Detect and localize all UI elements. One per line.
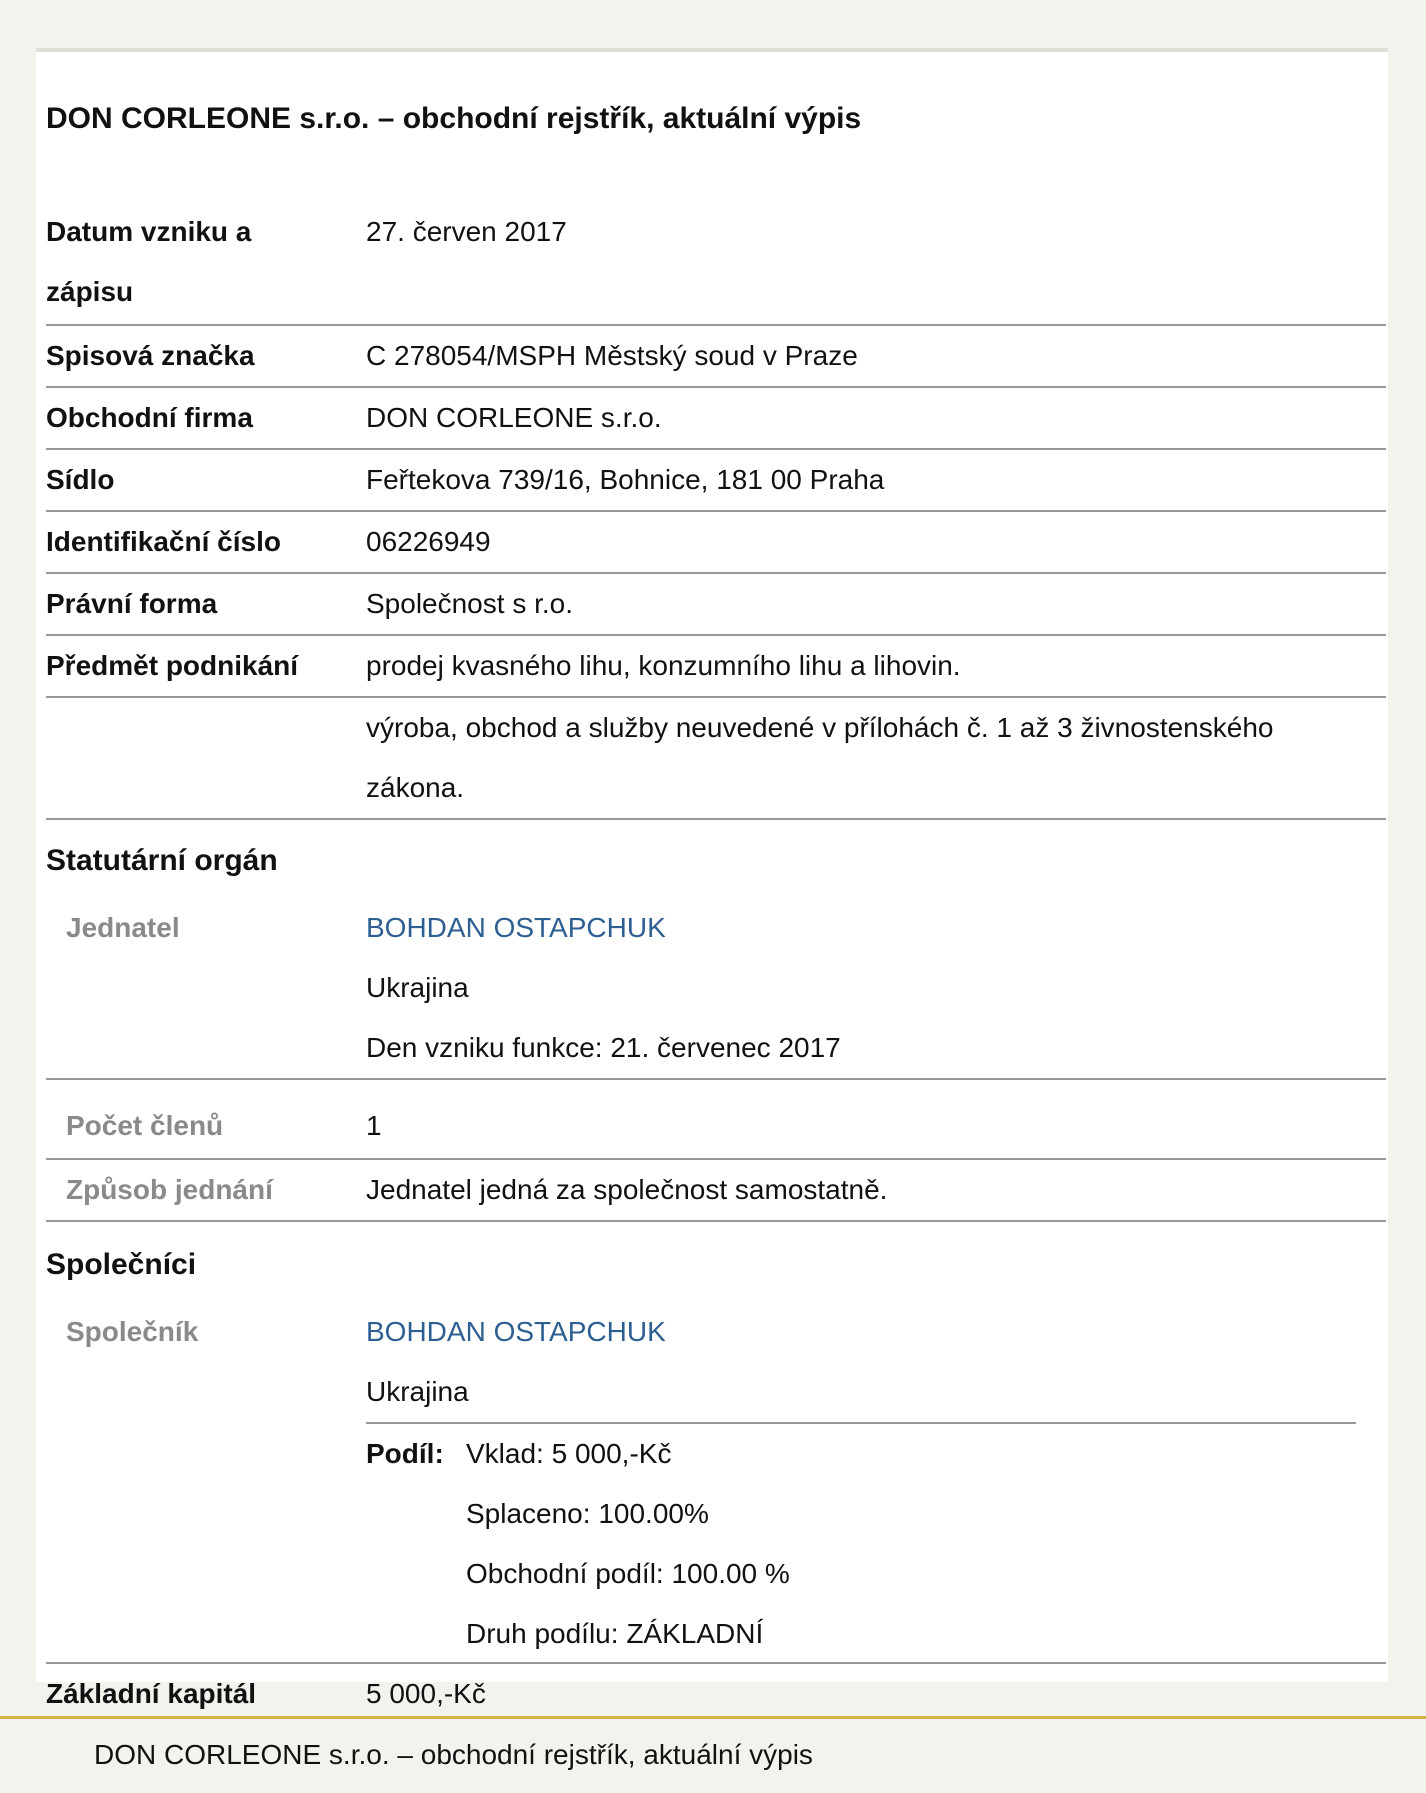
row-sidlo bbox=[46, 450, 1386, 512]
person-country: Ukrajina bbox=[366, 972, 469, 1003]
row-value: 06226949 bbox=[366, 526, 491, 557]
row-value: DON CORLEONE s.r.o. bbox=[366, 402, 662, 433]
row-pravni-forma bbox=[46, 574, 1386, 636]
footer-title: DON CORLEONE s.r.o. – obchodní rejstřík, aktuální výpis bbox=[94, 1739, 813, 1770]
row-value: Společnost s r.o. bbox=[366, 588, 574, 619]
share-values bbox=[466, 1424, 790, 1664]
row-jednatel bbox=[46, 898, 1386, 1080]
row-label: Datum vzniku a zápisu bbox=[46, 216, 252, 307]
row-label: Předmět podnikání bbox=[46, 650, 299, 681]
page-title: DON CORLEONE s.r.o. – obchodní rejstřík, aktuální výpis bbox=[46, 102, 862, 135]
row-value: C 278054/MSPH Městský soud v Praze bbox=[366, 340, 858, 371]
row-spisova-znacka bbox=[46, 326, 1386, 388]
row-label: Identifikační číslo bbox=[46, 526, 281, 557]
row-label: Společník bbox=[66, 1316, 199, 1347]
row-value: 1 bbox=[366, 1110, 382, 1141]
row-label: Právní forma bbox=[46, 588, 218, 619]
row-value: Jednatel jedná za společnost samostatně. bbox=[366, 1174, 888, 1205]
footer-bar bbox=[0, 1716, 1426, 1793]
row-pocet-clenu bbox=[46, 1096, 1386, 1160]
share-obchodni-podil: Obchodní podíl: 100.00 % bbox=[466, 1558, 790, 1589]
row-label: Jednatel bbox=[66, 912, 180, 943]
share-vklad: Vklad: 5 000,-Kč bbox=[466, 1438, 672, 1469]
row-label: Způsob jednání bbox=[66, 1174, 273, 1205]
row-datum-vzniku bbox=[46, 202, 1386, 326]
person-link[interactable]: BOHDAN OSTAPCHUK bbox=[366, 1316, 666, 1347]
row-obchodni-firma bbox=[46, 388, 1386, 450]
row-zpusob-jednani bbox=[46, 1160, 1386, 1222]
row-spolecnik bbox=[46, 1302, 1386, 1664]
share-druh: Druh podílu: ZÁKLADNÍ bbox=[466, 1618, 764, 1649]
row-value: 5 000,-Kč bbox=[366, 1678, 486, 1709]
share-label: Podíl: bbox=[366, 1438, 444, 1469]
row-label: Spisová značka bbox=[46, 340, 255, 371]
function-since: Den vzniku funkce: 21. červenec 2017 bbox=[366, 1032, 841, 1063]
row-value: výroba, obchod a služby neuvedené v přílohách č. 1 až 3 živnostenského zákona. bbox=[366, 712, 1274, 803]
share-block bbox=[366, 1422, 1356, 1662]
row-value bbox=[366, 1302, 1366, 1422]
person-link[interactable]: BOHDAN OSTAPCHUK bbox=[366, 912, 666, 943]
row-label: Počet členů bbox=[66, 1110, 224, 1141]
row-predmet-podnikani bbox=[46, 636, 1386, 698]
registry-card bbox=[36, 48, 1388, 1709]
row-label: Základní kapitál bbox=[46, 1678, 257, 1709]
row-identifikacni-cislo bbox=[46, 512, 1386, 574]
section-heading-statutarni-organ: Statutární orgán bbox=[46, 844, 278, 877]
row-label: Obchodní firma bbox=[46, 402, 253, 433]
row-value: 27. červen 2017 bbox=[366, 216, 567, 247]
person-country: Ukrajina bbox=[366, 1376, 469, 1407]
row-value: Feřtekova 739/16, Bohnice, 181 00 Praha bbox=[366, 464, 885, 495]
section-heading-spolecnici: Společníci bbox=[46, 1248, 197, 1281]
row-label: Sídlo bbox=[46, 464, 115, 495]
row-predmet-podnikani-continued bbox=[46, 698, 1386, 820]
row-value bbox=[366, 898, 1366, 1078]
share-splaceno: Splaceno: 100.00% bbox=[466, 1498, 709, 1529]
row-value: prodej kvasného lihu, konzumního lihu a lihovin. bbox=[366, 650, 961, 681]
